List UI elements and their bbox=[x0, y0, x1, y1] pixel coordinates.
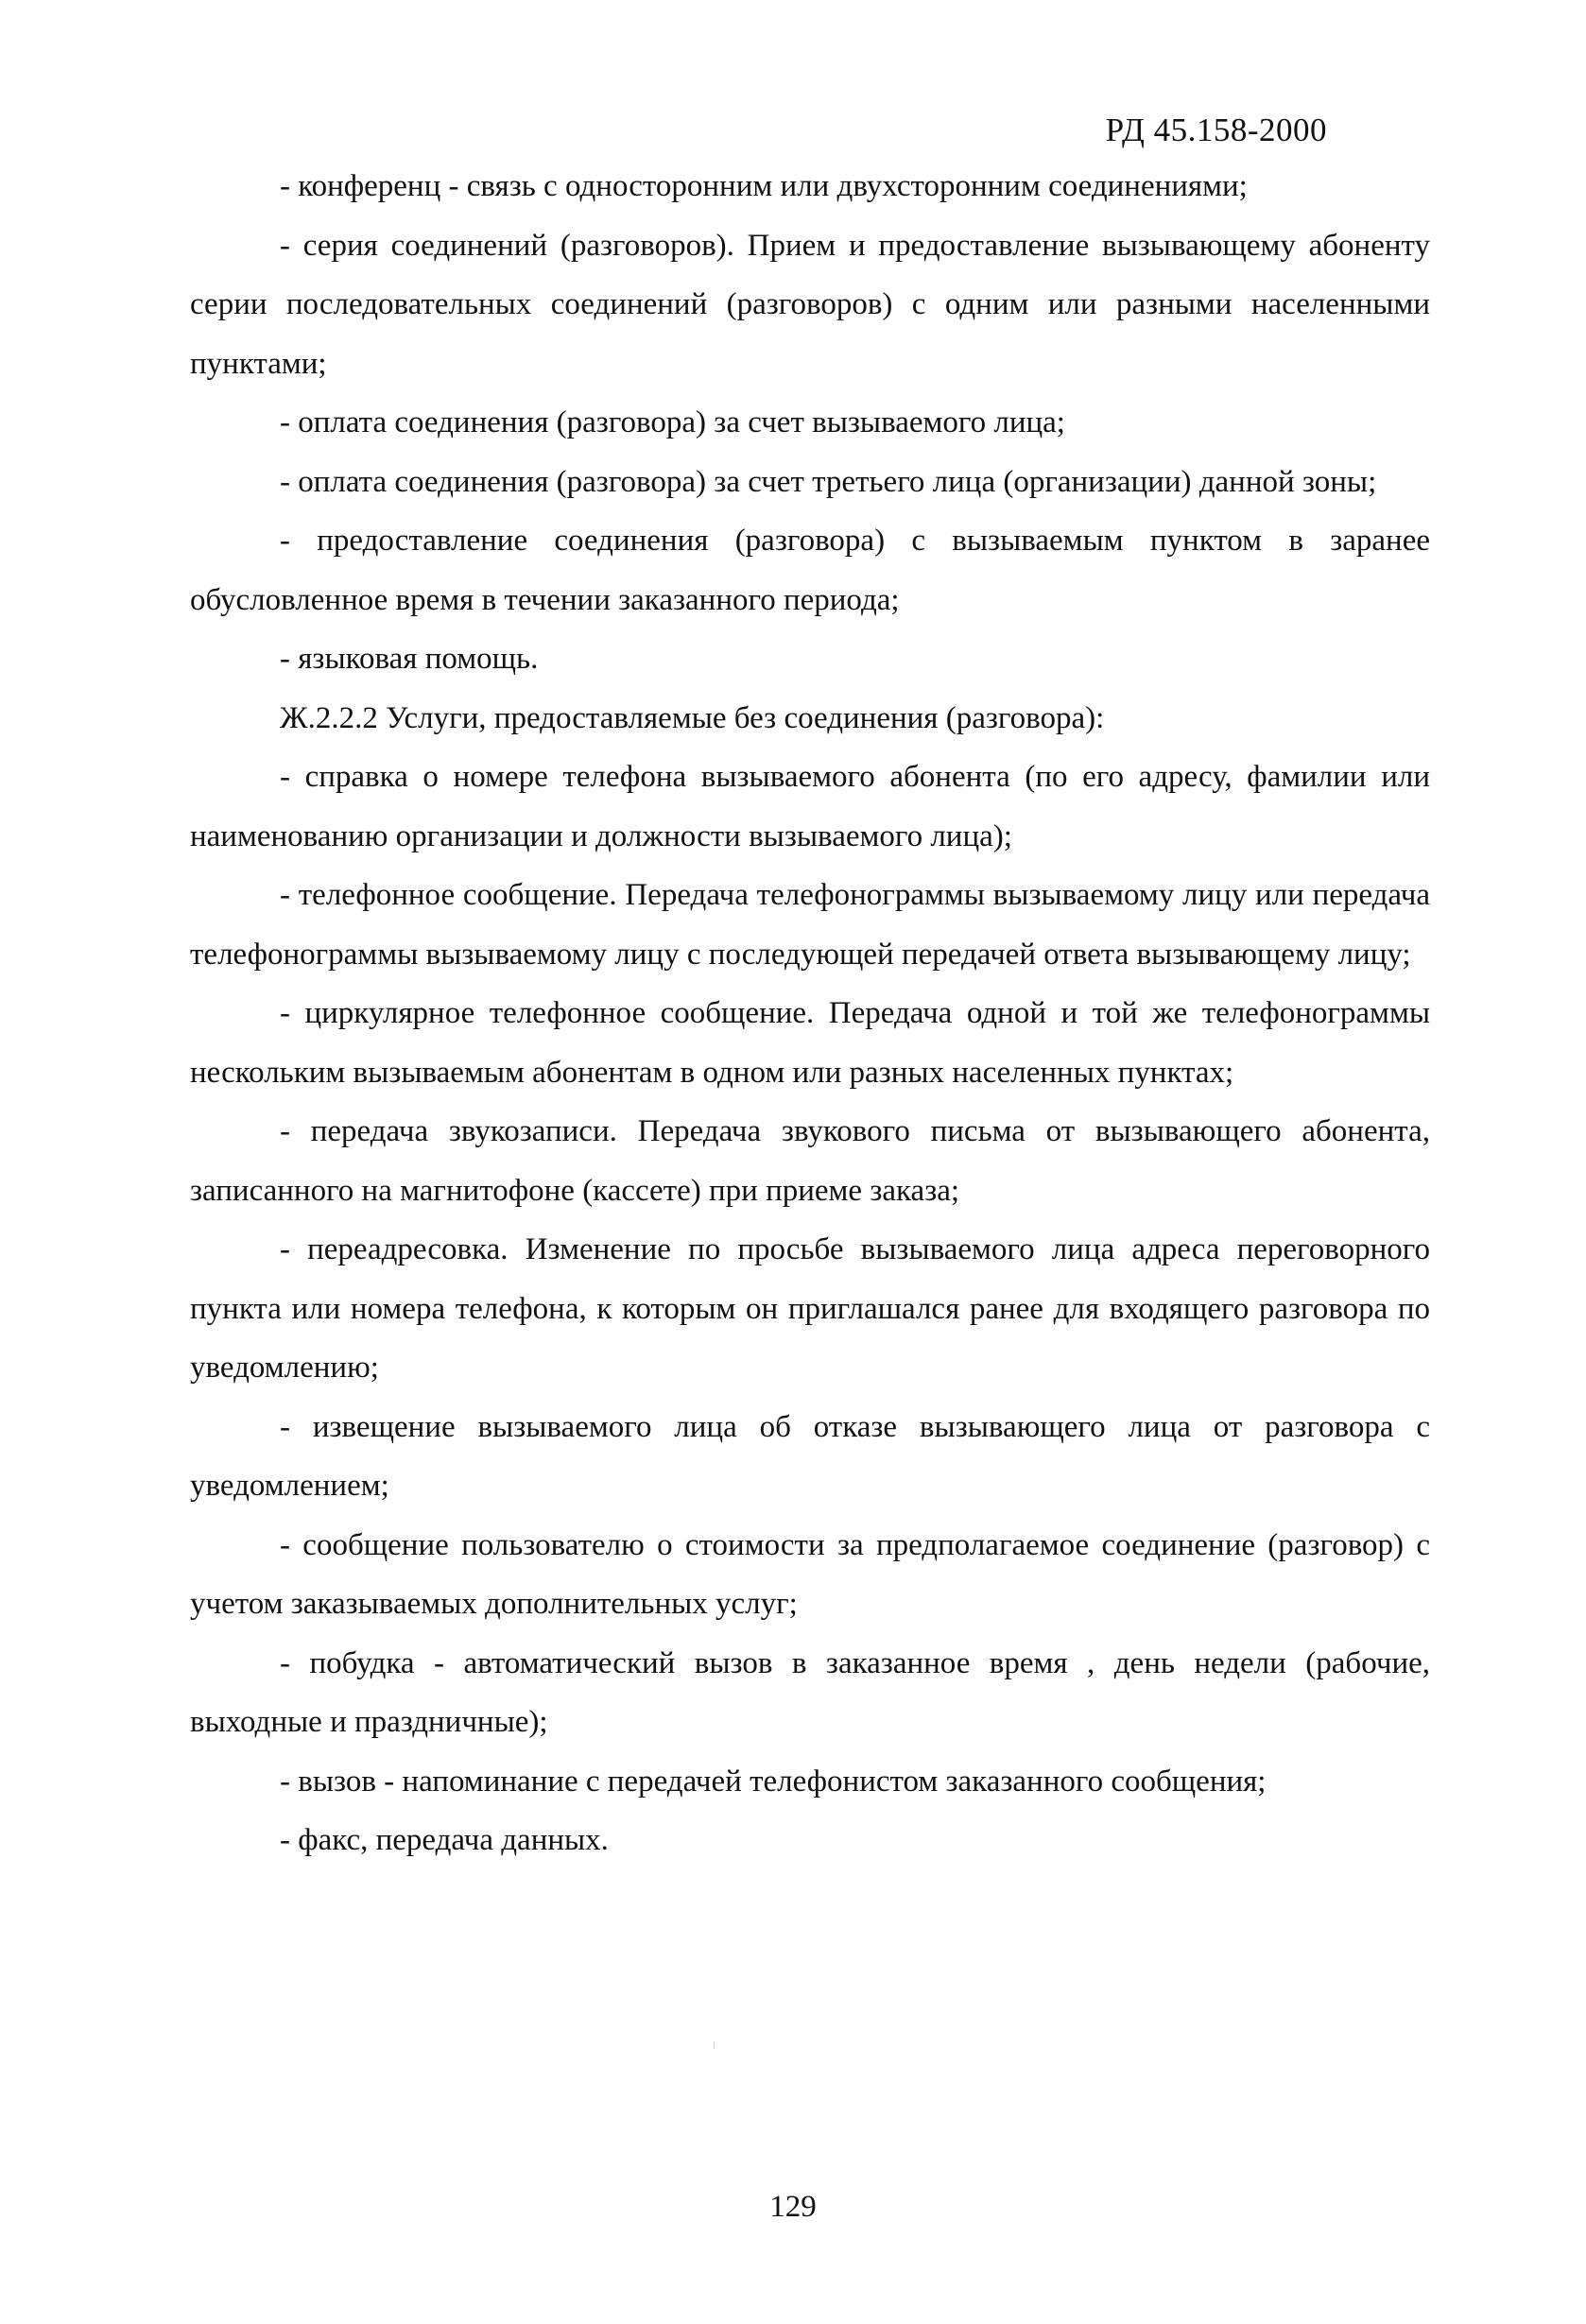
page-number: 129 bbox=[769, 2190, 817, 2224]
paragraph-wakeup-call: - побудка - автоматический вызов в заказанное время , день недели (рабочие, выходные и праздничные); bbox=[190, 1645, 1430, 1739]
paragraph-called-party-pays: - оплата соединения (разговора) за счет вызываемого лица; bbox=[280, 405, 1065, 439]
paragraph-refusal-notice: - извещение вызываемого лица об отказе вызывающего лица от разговора с уведомлением; bbox=[190, 1409, 1430, 1503]
paragraph-call-series: - серия соединений (разговоров). Прием и предоставление вызывающему абоненту серии последовательных соединений (разговоров) с одним или разными населенными пунктами; bbox=[190, 228, 1430, 381]
paragraph-readdressing: - переадресовка. Изменение по просьбе вызываемого лица адреса переговорного пункта или номера телефона, к которым он приглашался ранее для входящего разговора по уведомлению; bbox=[190, 1232, 1430, 1385]
paragraph-scheduled-call: - предоставление соединения (разговора) с вызываемым пунктом в заранее обусловленное время в течении заказанного периода; bbox=[190, 524, 1430, 617]
paragraph-circular-message: - циркулярное телефонное сообщение. Передача одной и той же телефонограммы нескольким вызываемым абонентам в одном или разных населенных пунктах; bbox=[190, 996, 1430, 1090]
paragraph-voice-recording: - передача звукозаписи. Передача звукового письма от вызывающего абонента, записанного на магнитофоне (кассете) при приеме заказа; bbox=[190, 1114, 1430, 1208]
paragraph-cost-notice: - сообщение пользователю о стоимости за предполагаемое соединение (разговор) с учетом заказываемых дополнительных услуг; bbox=[190, 1527, 1430, 1621]
paragraph-conference-call: - конференц - связь с односторонним или двухсторонним соединениями; bbox=[280, 169, 1248, 203]
paragraph-phone-message: - телефонное сообщение. Передача телефонограммы вызываемому лицу или передача телефонограммы вызываемому лицу с последующей передачей ответа вызывающему лицу; bbox=[190, 878, 1430, 972]
document-code: РД 45.158-2000 bbox=[1105, 112, 1327, 148]
paragraph-third-party-pays: - оплата соединения (разговора) за счет третьего лица (организации) данной зоны; bbox=[280, 464, 1377, 499]
paragraph-reminder-call: - вызов - напоминание с передачей телефонистом заказанного сообщения; bbox=[280, 1764, 1267, 1799]
paragraph-language-help: - языковая помощь. bbox=[280, 642, 539, 676]
paragraph-fax-data: - факс, передача данных. bbox=[280, 1823, 609, 1857]
document-body bbox=[190, 157, 1430, 1870]
paragraph-number-inquiry: - справка о номере телефона вызываемого абонента (по его адресу, фамилии или наименованию организации и должности вызываемого лица); bbox=[190, 760, 1430, 853]
scan-artifact bbox=[714, 2041, 715, 2049]
section-heading-services: Ж.2.2.2 Услуги, предоставляемые без соединения (разговора): bbox=[280, 700, 1105, 735]
